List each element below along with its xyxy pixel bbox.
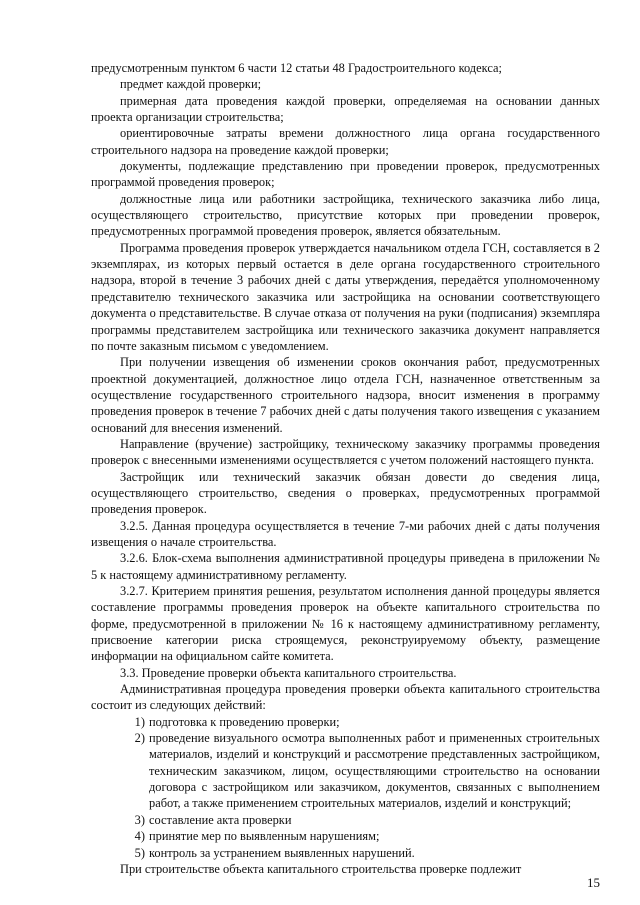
paragraph: 3.2.5. Данная процедура осуществляется в течение 7-ми рабочих дней с даты получения извещения о начале строительства. xyxy=(91,518,600,549)
action-list xyxy=(91,714,600,861)
page-number: 15 xyxy=(587,875,600,890)
list-item-number: 5) xyxy=(134,845,145,860)
list-item-number: 2) xyxy=(134,731,145,746)
paragraph: 3.2.7. Критерием принятия решения, результатом исполнения данной процедуры является составление программы проведения проверок на объекте капитального строительства по форме, предусмотренной в приложении № 16 к настоящему административному регламенту, присвоение категории риска строящемуся, реконструируемому объекту, размещение информации на официальном сайте комитета. xyxy=(91,584,600,664)
paragraph: 3.3. Проведение проверки объекта капитального строительства. xyxy=(120,665,457,680)
paragraph: Программа проведения проверок утверждается начальником отдела ГСН, составляется в 2 экземплярах, из которых первый остается в деле органа государственного строительного надзора, второй в течение 3 рабочих дней с даты утверждения, передаётся уполномоченному представителю технического заказчика или застройщика на основании соответствующего документа о представительстве. В случае отказа от получения на руки (подписания) экземпляра программы представителем застройщика или технического заказчика документ направляется по почте заказным письмом с уведомлением. xyxy=(91,240,600,353)
final-paragraph: При строительстве объекта капитального строительства проверке подлежит xyxy=(120,861,522,876)
paragraph: предмет каждой проверки; xyxy=(120,77,262,92)
paragraph: ориентировочные затраты времени должностного лица органа государственного строительного надзора на проведение каждой проверки; xyxy=(91,126,600,157)
paragraph: Административная процедура проведения проверки объекта капитального строительства состоит из следующих действий: xyxy=(91,682,600,713)
list-item-text: контроль за устранением выявленных нарушений. xyxy=(149,845,415,860)
paragraph: примерная дата проведения каждой проверки, определяемая на основании данных проекта организации строительства; xyxy=(91,93,600,125)
list-item xyxy=(91,828,600,844)
paragraph: Застройщик или технический заказчик обязан довести до сведения лица, осуществляющего строительство, сведения о проверках, предусмотренных программой проведения проверок. xyxy=(91,469,600,517)
list-item-text: составление акта проверки xyxy=(149,812,292,827)
list-item-number: 1) xyxy=(134,714,145,729)
list-item xyxy=(91,845,600,861)
paragraph: При получении извещения об изменении сроков окончания работ, предусмотренных проектной документацией, должностное лицо отдела ГСН, назначенное ответственным за осуществление государственного строительного надзора, вносит изменения в программу проведения проверок в течение 7 рабочих дней с даты получения такого извещения с указанием оснований для внесения изменений. xyxy=(91,355,600,435)
list-item-text: проведение визуального осмотра выполненных работ и примененных строительных материалов, изделий и конструкций и рассмотрение представленных застройщиком, техническим заказчиком, лицом, осуществляющими строительство на основании договора с застройщиком или заказчиком, документов, связанных с выполнением работ, а также применением строительных материалов, изделий и конструкций; xyxy=(149,731,600,811)
list-item-number: 4) xyxy=(134,829,145,844)
paragraph: предусмотренным пунктом 6 части 12 статьи 48 Градостроительного кодекса; xyxy=(91,61,502,75)
list-item xyxy=(91,730,600,812)
document-body xyxy=(91,60,600,714)
list-item-text: принятие мер по выявленным нарушениям; xyxy=(149,829,380,844)
paragraph: должностные лица или работники застройщика, технического заказчика либо лица, осуществляющего строительство, присутствие которых при проведении проверок, предусмотренных программой проведения проверок, является обязательным. xyxy=(91,191,600,239)
list-item xyxy=(91,812,600,828)
list-item xyxy=(91,714,600,730)
list-item-number: 3) xyxy=(134,812,145,827)
paragraph: Направление (вручение) застройщику, техническому заказчику программы проведения проверок с внесенными изменениями осуществляется с учетом положений настоящего пункта. xyxy=(91,436,600,468)
document-page xyxy=(91,60,600,877)
paragraph: 3.2.6. Блок-схема выполнения административной процедуры приведена в приложении № 5 к настоящему административному регламенту. xyxy=(91,551,600,582)
paragraph: документы, подлежащие представлению при проведении проверок, предусмотренных программой проведения проверок; xyxy=(91,159,600,190)
list-item-text: подготовка к проведению проверки; xyxy=(149,714,340,729)
